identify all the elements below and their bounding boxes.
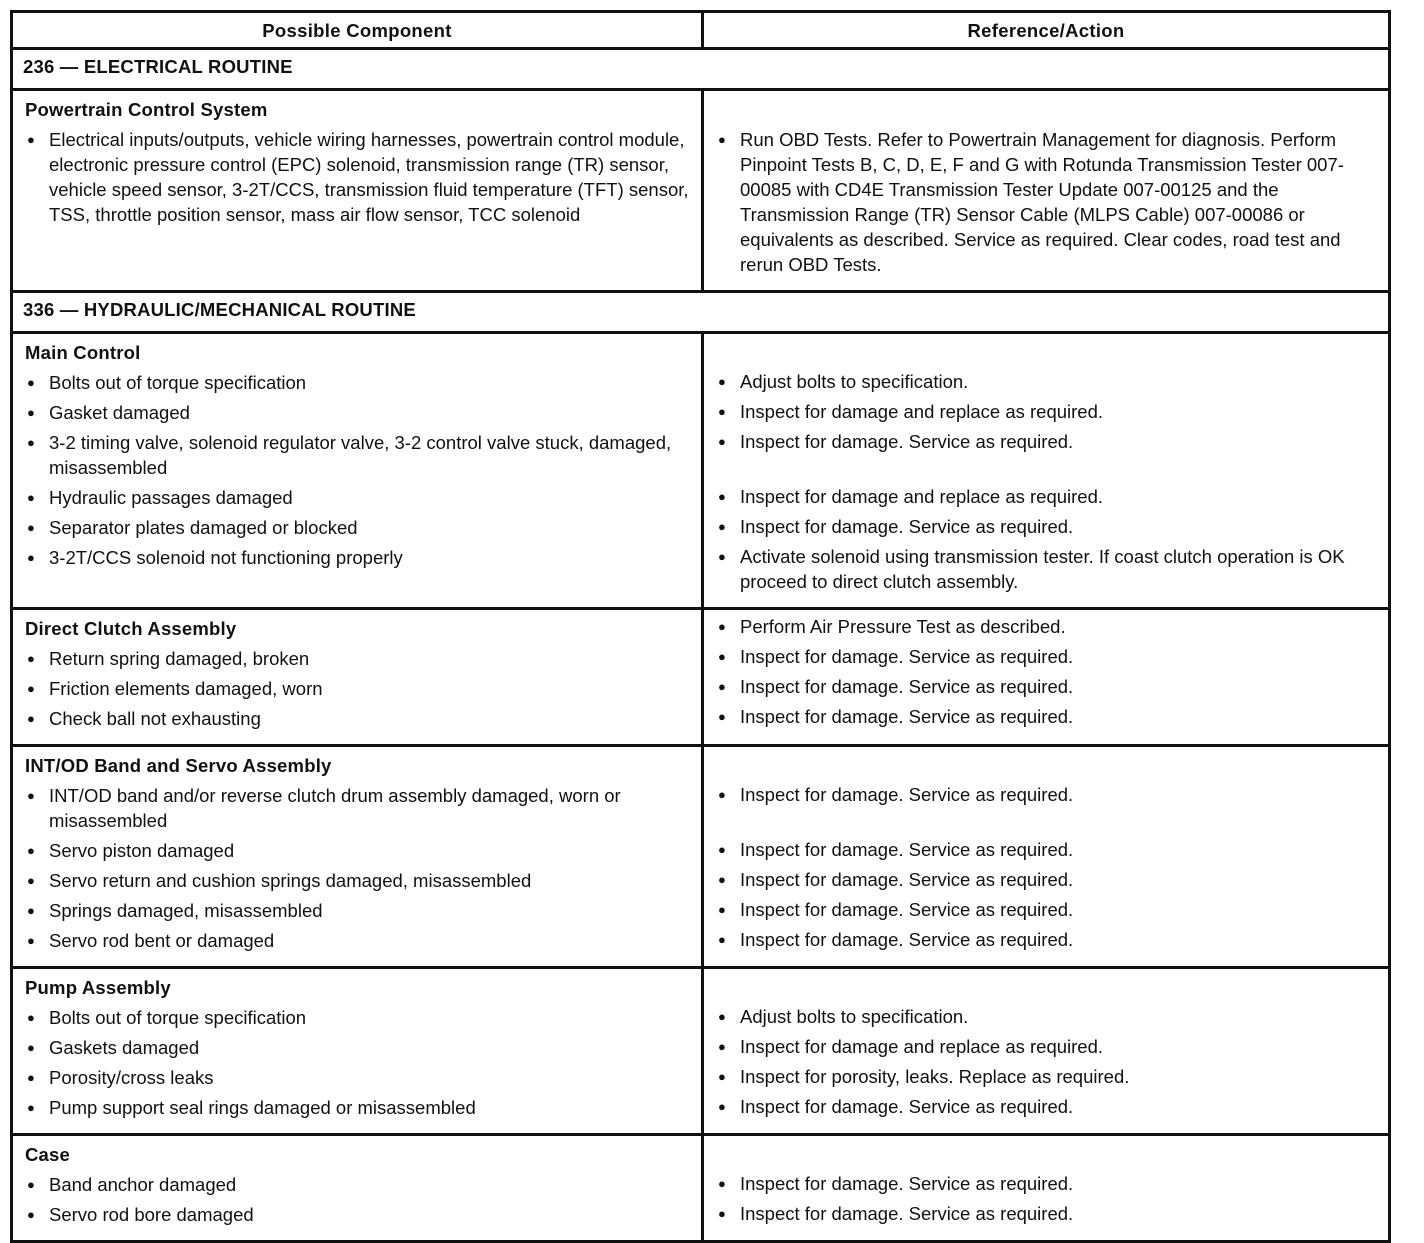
- section-title: Pump Assembly: [25, 977, 171, 998]
- section-title: Direct Clutch Assembly: [25, 618, 237, 639]
- component-cell: [12, 333, 703, 609]
- component-item: ● 3-2T/CCS solenoid not functioning properly: [25, 545, 691, 570]
- component-item: ● Separator plates damaged or blocked: [25, 515, 691, 540]
- component-item: ● Servo return and cushion springs damaged, misassembled: [25, 868, 691, 893]
- action-item: ● Perform Air Pressure Test as described.: [716, 614, 1378, 639]
- diagnosis-table: [10, 10, 1391, 1243]
- routine-row: [12, 292, 1390, 333]
- component-cell: [12, 1135, 703, 1242]
- action-item: ● Inspect for damage and replace as required.: [716, 1034, 1378, 1059]
- component-item: ● Servo rod bore damaged: [25, 1202, 691, 1227]
- component-item: ● Gasket damaged: [25, 400, 691, 425]
- component-cell: [12, 968, 703, 1135]
- component-item: ● Servo rod bent or damaged: [25, 928, 691, 953]
- action-item: ● Inspect for damage. Service as required.: [716, 1094, 1378, 1119]
- component-item: ● Pump support seal rings damaged or misassembled: [25, 1095, 691, 1120]
- component-cell: [12, 90, 703, 292]
- action-item: ● Inspect for damage. Service as required.: [716, 429, 1378, 454]
- action-item: ● Adjust bolts to specification.: [716, 369, 1378, 394]
- section-title: INT/OD Band and Servo Assembly: [25, 755, 332, 776]
- section-title: Case: [25, 1144, 71, 1165]
- action-item: ● Inspect for damage. Service as required.: [716, 704, 1378, 729]
- action-item: ● Inspect for damage. Service as required.: [716, 867, 1378, 892]
- section-row: [12, 333, 1390, 609]
- component-item: ● INT/OD band and/or reverse clutch drum assembly damaged, worn or misassembled: [25, 783, 691, 833]
- component-item: ● Springs damaged, misassembled: [25, 898, 691, 923]
- section-title: Powertrain Control System: [25, 99, 268, 120]
- section-row: [12, 609, 1390, 746]
- component-item: ● Bolts out of torque specification: [25, 1005, 691, 1030]
- action-cell: [703, 90, 1390, 292]
- component-item: ● Band anchor damaged: [25, 1172, 691, 1197]
- action-item: ● Inspect for damage and replace as required.: [716, 399, 1378, 424]
- section-row: [12, 90, 1390, 292]
- component-item: ● Servo piston damaged: [25, 838, 691, 863]
- component-item: ● Return spring damaged, broken: [25, 646, 691, 671]
- routine-title: 236 — ELECTRICAL ROUTINE: [12, 49, 1390, 90]
- action-cell: [703, 333, 1390, 609]
- diagnosis-table-page: [10, 10, 1388, 1243]
- action-cell: [703, 746, 1390, 968]
- header-possible-component: Possible Component: [12, 12, 703, 49]
- section-row: [12, 968, 1390, 1135]
- component-item: ● 3-2 timing valve, solenoid regulator valve, 3-2 control valve stuck, damaged, misassembled: [25, 430, 691, 480]
- component-item: ● Check ball not exhausting: [25, 706, 691, 731]
- component-item: ● Electrical inputs/outputs, vehicle wiring harnesses, powertrain control module, electronic pressure control (EPC) solenoid, transmission range (TR) sensor, vehicle speed sensor, 3-2T/CCS, transmission fluid temperature (TFT) sensor, TSS, throttle position sensor, mass air flow sensor, TCC solenoid: [25, 127, 691, 227]
- component-item: ● Porosity/cross leaks: [25, 1065, 691, 1090]
- component-item: ● Hydraulic passages damaged: [25, 485, 691, 510]
- action-item: ● Inspect for damage. Service as required.: [716, 837, 1378, 862]
- action-item: ● Inspect for damage. Service as required.: [716, 674, 1378, 699]
- component-cell: [12, 746, 703, 968]
- header-reference-action: Reference/Action: [703, 12, 1390, 49]
- action-cell: [703, 968, 1390, 1135]
- action-item: ● Inspect for damage. Service as required.: [716, 644, 1378, 669]
- action-item: ● Inspect for damage. Service as required.: [716, 897, 1378, 922]
- action-item: ● Activate solenoid using transmission tester. If coast clutch operation is OK proceed to direct clutch assembly.: [716, 544, 1378, 594]
- component-cell: [12, 609, 703, 746]
- action-item: ● Inspect for damage. Service as required.: [716, 514, 1378, 539]
- action-item: ● Inspect for damage. Service as required.: [716, 1171, 1378, 1196]
- header-row: [12, 12, 1390, 49]
- section-title: Main Control: [25, 342, 141, 363]
- action-cell: [703, 609, 1390, 746]
- action-item: ● Run OBD Tests. Refer to Powertrain Management for diagnosis. Perform Pinpoint Tests B, C, D, E, F and G with Rotunda Transmission Tester 007-00085 with CD4E Transmission Tester Update 007-00125 and the Transmission Range (TR) Sensor Cable (MLPS Cable) 007-00086 or equivalents as described. Service as required. Clear codes, road test and rerun OBD Tests.: [716, 127, 1378, 277]
- section-row: [12, 1135, 1390, 1242]
- action-item: ● Inspect for damage. Service as required.: [716, 927, 1378, 952]
- action-item: ● Adjust bolts to specification.: [716, 1004, 1378, 1029]
- action-item: ● Inspect for damage. Service as required.: [716, 1201, 1378, 1226]
- action-cell: [703, 1135, 1390, 1242]
- routine-title: 336 — HYDRAULIC/MECHANICAL ROUTINE: [12, 292, 1390, 333]
- component-item: ● Gaskets damaged: [25, 1035, 691, 1060]
- component-item: ● Bolts out of torque specification: [25, 370, 691, 395]
- action-item: ● Inspect for porosity, leaks. Replace as required.: [716, 1064, 1378, 1089]
- section-row: [12, 746, 1390, 968]
- action-item: ● Inspect for damage. Service as required.: [716, 782, 1378, 807]
- component-item: ● Friction elements damaged, worn: [25, 676, 691, 701]
- action-item: ● Inspect for damage and replace as required.: [716, 484, 1378, 509]
- routine-row: [12, 49, 1390, 90]
